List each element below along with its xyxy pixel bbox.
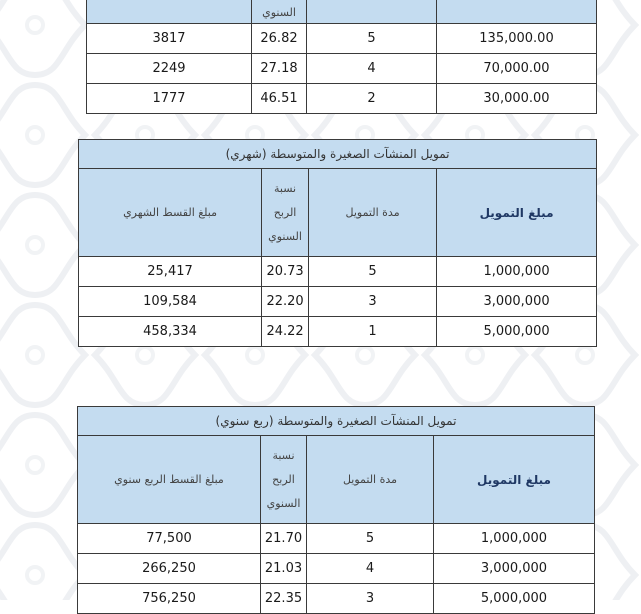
header-rate-line3: السنوي [266,496,301,510]
header-period [307,0,437,24]
table-row [79,317,597,347]
cell-period: 5 [307,524,434,554]
cell-period: 3 [309,287,437,317]
cell-period: 5 [307,24,437,54]
cell-installment: 109,584 [79,287,262,317]
cell-amount: 3,000,000 [437,287,597,317]
table-row [79,287,597,317]
header-period: مدة التمويل [309,169,437,257]
cell-installment: 2249 [87,54,252,84]
cell-rate: 24.22 [262,317,309,347]
cell-period: 5 [309,257,437,287]
cell-period: 3 [307,584,434,614]
cell-period: 2 [307,84,437,114]
table-row [78,524,595,554]
header-installment: مبلغ القسط الربع سنوي [78,436,261,524]
header-rate-line2: الربح [273,205,297,219]
table-row [78,584,595,614]
cell-rate: 22.35 [261,584,307,614]
cell-rate: 20.73 [262,257,309,287]
cell-period: 4 [307,554,434,584]
cell-amount: 1,000,000 [434,524,595,554]
cell-rate: 21.70 [261,524,307,554]
cell-installment: 25,417 [79,257,262,287]
table-row [79,257,597,287]
header-rate [262,169,309,257]
cell-amount: 135,000.00 [437,24,597,54]
cell-period: 1 [309,317,437,347]
cell-rate: 46.51 [252,84,307,114]
cell-installment: 266,250 [78,554,261,584]
cell-period: 4 [307,54,437,84]
table-row [78,554,595,584]
header-amount: مبلغ التمويل [434,436,595,524]
financing-table-1 [86,0,597,114]
cell-amount: 1,000,000 [437,257,597,287]
cell-rate: 26.82 [252,24,307,54]
cell-amount: 5,000,000 [437,317,597,347]
header-rate [261,436,307,524]
cell-amount: 3,000,000 [434,554,595,584]
cell-installment: 3817 [87,24,252,54]
financing-table-quarterly [77,406,595,614]
cell-installment: 1777 [87,84,252,114]
header-rate: السنوي [252,0,307,24]
cell-amount: 30,000.00 [437,84,597,114]
cell-rate: 21.03 [261,554,307,584]
table-row [87,54,597,84]
cell-installment: 77,500 [78,524,261,554]
header-rate-line2: الربح [272,472,295,486]
header-rate-line1: نسبة [274,181,297,195]
table-header-row [79,169,597,257]
table-row [87,84,597,114]
header-rate-line3: السنوي [268,229,302,243]
table-header-row [87,0,597,24]
table-header-row [78,436,595,524]
header-amount: مبلغ التمويل [437,169,597,257]
header-rate-line1: نسبة [272,448,295,462]
cell-rate: 22.20 [262,287,309,317]
cell-rate: 27.18 [252,54,307,84]
header-installment: مبلغ القسط الشهري [79,169,262,257]
cell-amount: 5,000,000 [434,584,595,614]
cell-installment: 756,250 [78,584,261,614]
table-row [87,24,597,54]
header-amount [437,0,597,24]
cell-installment: 458,334 [79,317,262,347]
financing-table-monthly [78,139,597,347]
header-installment [87,0,252,24]
cell-amount: 70,000.00 [437,54,597,84]
table-title: تمويل المنشآت الصغيرة والمتوسطة (شهري) [79,140,597,169]
header-period: مدة التمويل [307,436,434,524]
table-title: تمويل المنشآت الصغيرة والمتوسطة (ربع سنوي) [78,407,595,436]
